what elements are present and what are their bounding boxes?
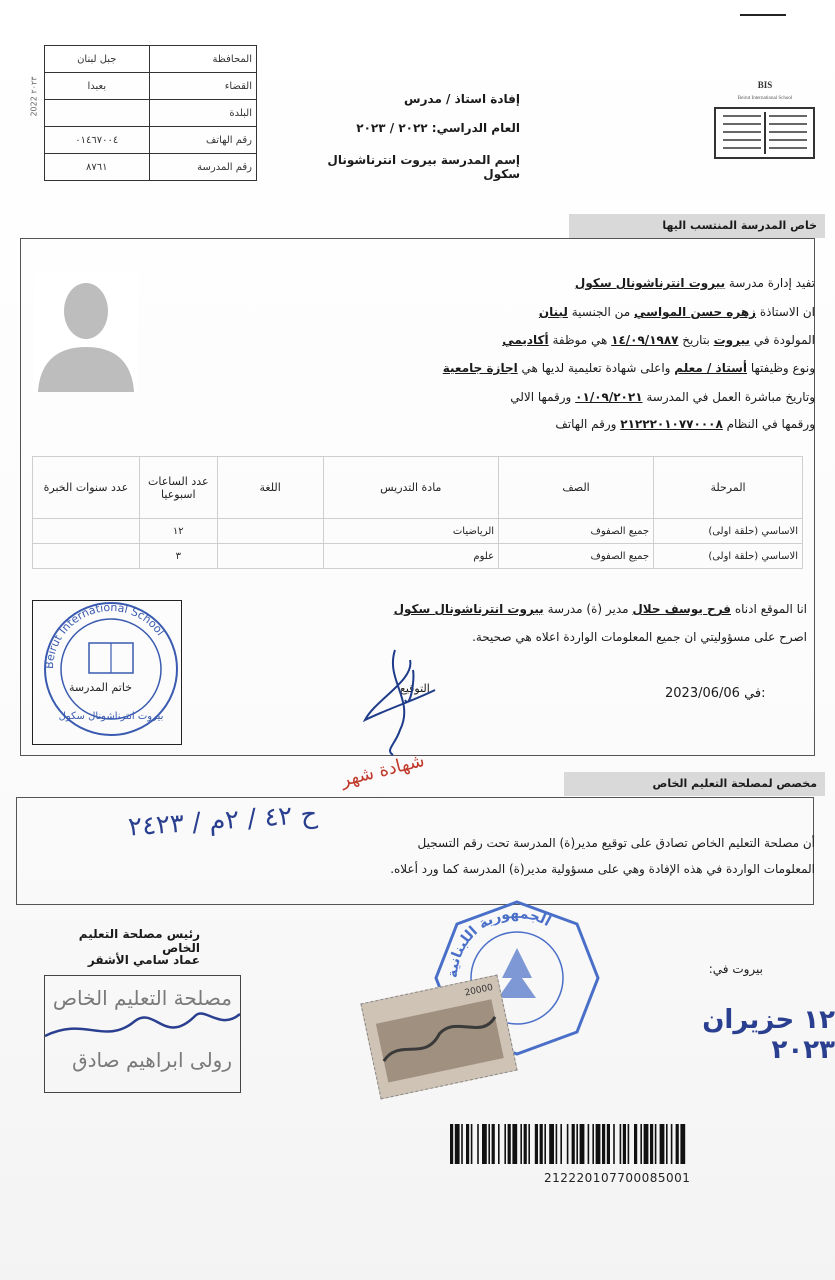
cell-stage: الاساسي (حلقة اولى) bbox=[654, 544, 803, 569]
ministry-line-2: المعلومات الواردة في هذه الإفادة وهي على مسؤولية مدير(ة) المدرسة كما ورد أعلاه. bbox=[390, 862, 815, 876]
info-line-2: ان الاستاذة زهره حسن المواسي من الجنسية لبنان bbox=[538, 305, 815, 319]
barcode-bar bbox=[666, 1124, 668, 1164]
barcode-bar bbox=[602, 1124, 605, 1164]
stamp-ring-text: Beirut International School bbox=[42, 601, 167, 670]
barcode-bar bbox=[455, 1124, 460, 1164]
cell-class: جميع الصفوف bbox=[499, 544, 654, 569]
info-label: رقم الهاتف bbox=[149, 127, 256, 154]
barcode-bar bbox=[660, 1124, 665, 1164]
info-value: ٨٧٦١ bbox=[45, 154, 150, 181]
barcode-bar bbox=[596, 1124, 601, 1164]
cell-language bbox=[217, 519, 323, 544]
stamp-person-text: رولى ابراهيم صادق bbox=[72, 1048, 232, 1072]
info-line-3: المولودة في بيروت بتاريخ ١٤/٠٩/١٩٨٧ هي موظفة أكاديمي bbox=[502, 333, 815, 347]
cell-years bbox=[33, 544, 140, 569]
barcode-bar bbox=[650, 1124, 653, 1164]
school-stamp-box bbox=[32, 600, 182, 745]
barcode-bar bbox=[671, 1124, 673, 1164]
info-row bbox=[45, 100, 257, 127]
school-name: إسم المدرسة بيروت انترناشونال سكول bbox=[327, 153, 520, 181]
barcode-bar bbox=[680, 1124, 685, 1164]
cell-stage: الاساسي (حلقة اولى) bbox=[654, 519, 803, 544]
handwritten-registration-number: ح ٤٢ / ٢م / ٢٤٢٣ bbox=[127, 799, 319, 843]
barcode-bar bbox=[477, 1124, 479, 1164]
experience-table bbox=[32, 456, 803, 569]
col-hours: عدد الساعات اسبوعيا bbox=[139, 457, 217, 519]
school-info-table bbox=[44, 45, 257, 181]
info-label: رقم المدرسة bbox=[149, 154, 256, 181]
info-line-6: ورقمها في النظام ٢١٢٢٢٠١٠٧٧٠٠٠٨ ورقم الهاتف bbox=[555, 417, 815, 431]
top-mark bbox=[740, 14, 786, 16]
signature-label: التوقيع bbox=[400, 682, 430, 695]
info-row bbox=[45, 73, 257, 100]
stamp-dept-text: مصلحة التعليم الخاص bbox=[52, 986, 232, 1010]
barcode-bar bbox=[620, 1124, 622, 1164]
barcode-bar bbox=[634, 1124, 637, 1164]
barcode-bar bbox=[482, 1124, 487, 1164]
barcode-bar bbox=[549, 1124, 554, 1164]
ministry-line-1: أن مصلحة التعليم الخاص تصادق على توقيع مدير(ة) المدرسة تحت رقم التسجيل bbox=[417, 836, 815, 850]
barcode-bar bbox=[488, 1124, 490, 1164]
barcode-bar bbox=[492, 1124, 495, 1164]
academic-year: العام الدراسي: ٢٠٢٢ / ٢٠٢٣ bbox=[356, 121, 520, 135]
cell-class: جميع الصفوف bbox=[499, 519, 654, 544]
avatar bbox=[34, 271, 138, 392]
barcode-bar bbox=[576, 1124, 578, 1164]
section-school-bar: خاص المدرسة المنتسب اليها bbox=[569, 214, 825, 238]
stamp-label: خاتم المدرسة bbox=[69, 681, 132, 694]
info-label: القضاء bbox=[149, 73, 256, 100]
info-line-5: وتاريخ مباشرة العمل في المدرسة ٠١/٠٩/٢٠٢١ ورقمها الالي bbox=[510, 390, 815, 404]
col-language: اللغة bbox=[217, 457, 323, 519]
barcode-bar bbox=[567, 1124, 569, 1164]
barcode-bar bbox=[556, 1124, 558, 1164]
barcode-bar bbox=[512, 1124, 517, 1164]
info-value: جبل لبنان bbox=[45, 46, 150, 73]
barcode-bar bbox=[471, 1124, 473, 1164]
info-label: المحافظة bbox=[149, 46, 256, 73]
info-value: ٠١٤٦٧٠٠٤ bbox=[45, 127, 150, 154]
barcode bbox=[450, 1124, 783, 1164]
barcode-bar bbox=[607, 1124, 610, 1164]
barcode-bar bbox=[508, 1124, 511, 1164]
col-subject: مادة التدريس bbox=[323, 457, 498, 519]
cell-subject: علوم bbox=[323, 544, 498, 569]
info-label: البلدة bbox=[149, 100, 256, 127]
info-line-1: تفيد إدارة مدرسة بيروت انترناشونال سكول bbox=[574, 276, 815, 290]
cell-hours: ٣ bbox=[139, 544, 217, 569]
barcode-number: 212220107700085001 bbox=[544, 1171, 691, 1185]
barcode-bar bbox=[450, 1124, 453, 1164]
info-value bbox=[45, 100, 150, 127]
cell-years bbox=[33, 519, 140, 544]
col-class: الصف bbox=[499, 457, 654, 519]
gov-stamp-text: الجمهورية اللبنانية bbox=[444, 905, 554, 979]
document-title: إفادة استاذ / مدرس bbox=[404, 92, 520, 106]
info-line-4: ونوع وظيفتها أستاذ / معلم واعلى شهادة تعليمية لديها هي اجازة جامعية bbox=[442, 361, 815, 375]
experience-row bbox=[33, 544, 803, 569]
director-signature bbox=[355, 640, 445, 760]
fiscal-stamp bbox=[360, 975, 517, 1100]
declaration-line-2: اصرح على مسؤوليتي ان جميع المعلومات الواردة اعلاه هي صحيحة. bbox=[472, 630, 807, 644]
barcode-bar bbox=[524, 1124, 527, 1164]
logo-name: Beirut International School bbox=[737, 96, 793, 101]
stamp-arabic-text: بيروت انترناشونال سكول bbox=[58, 711, 164, 722]
side-note: 2022 ٢٠٢٣ bbox=[29, 76, 39, 117]
cell-hours: ١٢ bbox=[139, 519, 217, 544]
handwritten-date: ١٢ حزيران ٢٠٢٣ bbox=[702, 1005, 835, 1065]
experience-row bbox=[33, 519, 803, 544]
barcode-bar bbox=[592, 1124, 594, 1164]
barcode-bar bbox=[544, 1124, 546, 1164]
barcode-bar bbox=[655, 1124, 657, 1164]
barcode-bar bbox=[572, 1124, 575, 1164]
section-ministry-bar: مخصص لمصلحة التعليم الخاص bbox=[564, 772, 825, 796]
barcode-bar bbox=[588, 1124, 590, 1164]
barcode-bar bbox=[628, 1124, 630, 1164]
barcode-bar bbox=[498, 1124, 500, 1164]
fiscal-stamp-value: 20000 bbox=[463, 982, 494, 999]
svg-text:الجمهورية اللبنانية bbox=[445, 906, 554, 979]
barcode-bar bbox=[640, 1124, 642, 1164]
info-row bbox=[45, 154, 257, 181]
barcode-bar bbox=[535, 1124, 538, 1164]
declaration-line-1: انا الموقع ادناه فرح يوسف حلال مدير (ة) مدرسة بيروت انترناشونال سكول bbox=[393, 602, 807, 616]
barcode-bar bbox=[613, 1124, 615, 1164]
barcode-bar bbox=[461, 1124, 463, 1164]
ministry-name-stamp bbox=[44, 975, 241, 1093]
barcode-bar bbox=[560, 1124, 562, 1164]
barcode-bar bbox=[644, 1124, 649, 1164]
cell-subject: الرياضيات bbox=[323, 519, 498, 544]
cell-language bbox=[217, 544, 323, 569]
barcode-bar bbox=[676, 1124, 679, 1164]
barcode-bar bbox=[528, 1124, 530, 1164]
city-date-label: بيروت في: bbox=[708, 962, 763, 976]
col-stage: المرحلة bbox=[654, 457, 803, 519]
declaration-date: 2023/06/06 في: bbox=[665, 686, 766, 701]
barcode-bar bbox=[466, 1124, 469, 1164]
barcode-bar bbox=[540, 1124, 543, 1164]
col-years: عدد سنوات الخبرة bbox=[33, 457, 140, 519]
barcode-bar bbox=[623, 1124, 626, 1164]
barcode-bar bbox=[580, 1124, 585, 1164]
info-row bbox=[45, 46, 257, 73]
logo-abbr: BIS bbox=[757, 80, 773, 90]
school-logo bbox=[713, 72, 816, 164]
info-value: بعبدا bbox=[45, 73, 150, 100]
info-row bbox=[45, 127, 257, 154]
barcode-bar bbox=[520, 1124, 522, 1164]
barcode-bar bbox=[504, 1124, 506, 1164]
red-handwritten-note: شهادة شهر bbox=[338, 749, 427, 792]
head-name: عماد سامي الأشقر bbox=[87, 953, 200, 967]
head-title: رئيس مصلحة التعليم الخاص bbox=[78, 927, 200, 955]
experience-header-row bbox=[33, 457, 803, 519]
